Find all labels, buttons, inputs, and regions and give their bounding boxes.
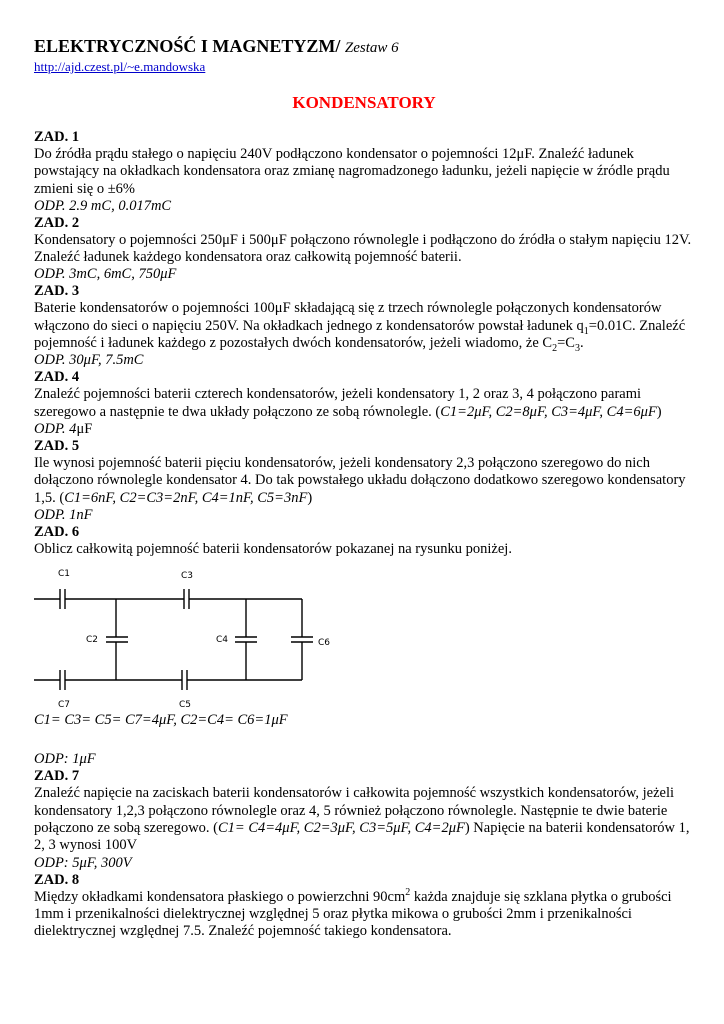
label-c3: C3 (181, 571, 194, 582)
problem-5-params: C1=6nF, C2=C3=2nF, C4=1nF, C5=3nF (64, 489, 308, 506)
label-c1: C1 (58, 569, 71, 580)
label-c5: C5 (179, 700, 192, 711)
problem-7-close: ) Napięcie na baterii kondensatorów 1, 2, 3 wynosi 100V (34, 820, 690, 854)
problem-2-answer: ODP. 3mC, 6mC, 750μF (34, 266, 177, 283)
label-c7: C7 (58, 700, 71, 711)
problem-5-answer: ODP. 1nF (34, 506, 93, 523)
problem-7-label: ZAD. 7 (34, 768, 80, 785)
problem-4-label: ZAD. 4 (34, 369, 80, 386)
problem-3-text-c: =C (557, 335, 575, 352)
problem-4-close: ) (656, 403, 662, 420)
problem-1-answer: ODP. 2.9 mC, 0.017mC (34, 197, 172, 214)
problem-5-close: ) (307, 489, 313, 506)
problem-8-text (34, 886, 694, 941)
problem-3-text-a: Baterie kondensatorów o pojemności 100μF składającą się z trzech równolegle połączonych kondensatorów włączono do sieci o napięciu 250V. Na okładkach jednego z kondensatorów powstał ładunek q (34, 300, 662, 334)
problem-8-label: ZAD. 8 (34, 871, 80, 888)
problem-6-text: Oblicz całkowitą pojemność baterii kondensatorów pokazanej na rysunku poniżej. (34, 540, 512, 557)
problem-7-text (34, 785, 694, 854)
problem-7-params: C1= C4=4μF, C2=3μF, C3=5μF, C4=2μF (218, 820, 465, 837)
problem-5-body: Ile wynosi pojemność baterii pięciu kondensatorów, jeżeli kondensatory 2,3 połączono szeregowo do nich dołączono równolegle kondensator 4. Do tak powstałego układu dołączono dodatkowo szeregowo kondensatory 1,5. ( (34, 454, 686, 506)
problem-4-params: C1=2μF, C2=8μF, C3=4μF, C4=6μF (440, 403, 657, 420)
problem-2-label: ZAD. 2 (34, 214, 80, 231)
problem-5-label: ZAD. 5 (34, 437, 80, 454)
problem-3-text-b: =0.01C. Znaleźć pojemność i ładunek każdego z pozostałych dwóch kondensatorów, jeżeli wiadomo, że C (34, 317, 686, 352)
author-link[interactable]: http://ajd.czest.pl/~e.mandowska (34, 59, 206, 74)
problem-3-text-d: . (579, 335, 584, 352)
title-main: ELEKTRYCZNOŚĆ I MAGNETYZM/ (34, 36, 341, 56)
c2-subscript: 2 (552, 342, 558, 354)
problem-4-answer-prefix: ODP. 4 (34, 420, 77, 437)
problem-4-answer-unit: μF (76, 420, 93, 437)
problem-4-answer (34, 421, 694, 438)
title-subtitle: Zestaw 6 (344, 40, 399, 56)
circuit-diagram (34, 564, 354, 712)
page (34, 36, 694, 941)
problem-8-text-a: Między okładkami kondensatora płaskiego o powierzchni 90cm (34, 888, 406, 905)
problem-6-params: C1= C3= C5= C7=4μF, C2=C4= C6=1μF (34, 712, 288, 729)
label-c4: C4 (216, 635, 229, 646)
problem-1-text: Do źródła prądu stałego o napięciu 240V podłączono kondensator o pojemności 12μF. Znaleźć ładunek powstający na okładkach kondensatora oraz zmianę nagromadzonego ładunku, jeżeli napięcie w źródle prądu zmieni się o ±6% (34, 146, 670, 197)
q-subscript: 1 (583, 325, 589, 337)
problem-1-label: ZAD. 1 (34, 129, 80, 145)
problem-6-label: ZAD. 6 (34, 523, 80, 540)
problem-6-answer: ODP: 1μF (34, 751, 96, 768)
problem-3-label: ZAD. 3 (34, 283, 80, 300)
cm2-superscript: 2 (405, 886, 411, 898)
problem-2-text: Kondensatory o pojemności 250μF i 500μF połączono równolegle i podłączono do źródła o stałym napięciu 12V. Znaleźć ładunek każdego kondensatora oraz całkowitą pojemność baterii. (34, 231, 692, 266)
c3-subscript: 3 (574, 342, 580, 354)
problem-3-text (34, 300, 694, 352)
document-title (34, 36, 694, 58)
problem-7-answer: ODP: 5μF, 300V (34, 854, 132, 871)
problem-4-text (34, 386, 694, 421)
problem-3-answer: ODP. 30μF, 7.5mC (34, 352, 144, 369)
topic-heading: KONDENSATORY (292, 93, 436, 112)
problem-7-body: Znaleźć napięcie na zaciskach baterii kondensatorów i całkowita pojemność wszystkich kondensatorów, jeżeli kondensatory 1,2,3 połączono równolegle oraz 4, 5 również połączono równolegle. Następnie te dwie baterie połączono ze sobą szeregowo. ( (34, 785, 675, 837)
problem-5-text (34, 455, 694, 507)
label-c2: C2 (86, 635, 99, 646)
problem-4-body: Znaleźć pojemności baterii czterech kondensatorów, jeżeli kondensatory 1, 2 oraz 3, 4 połączono parami szeregowo a następnie te dwa układy połączono ze sobą równolegle. ( (34, 386, 642, 420)
label-c6: C6 (318, 638, 331, 649)
problem-8-text-b: każda znajduje się szklana płytka o grubości 1mm i przenikalności dielektrycznej względnej 5 oraz płytka mikowa o grubości 2mm i przenikalności dielektrycznej względnej 7.5. Znaleźć pojemność takiego kondensatora. (34, 888, 672, 940)
